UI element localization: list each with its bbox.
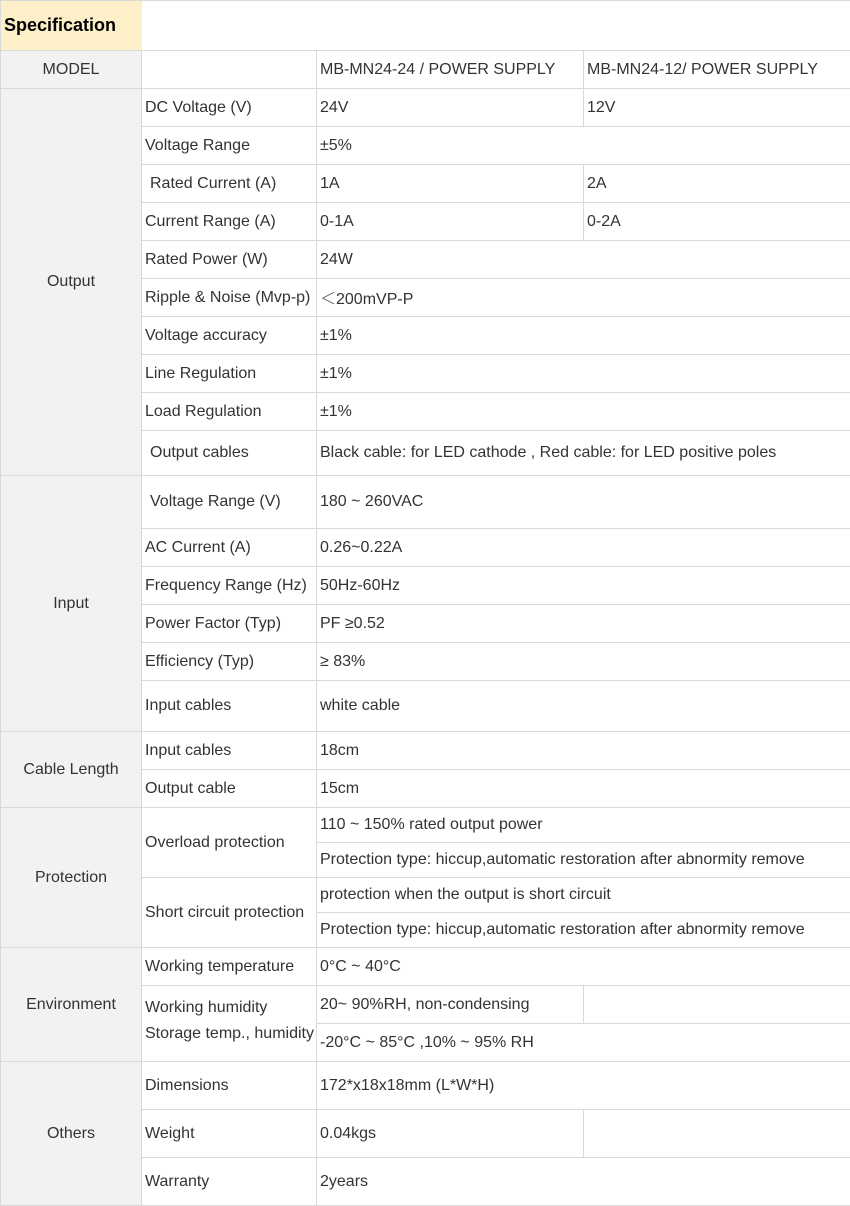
table-row [1,89,850,127]
row-label: Power Factor (Typ) [142,605,317,643]
group-environment: Environment [1,948,142,1062]
table-row [1,1062,850,1110]
row-label: Warranty [142,1158,317,1206]
row-label: Ripple & Noise (Mvp-p) [142,279,317,317]
spec-title: Specification [1,1,142,51]
row-label: Efficiency (Typ) [142,643,317,681]
model-row [1,51,850,89]
row-value: 180 ~ 260VAC [317,476,850,529]
row-value: PF ≥0.52 [317,605,850,643]
row-label: AC Current (A) [142,529,317,567]
group-output: Output [1,89,142,476]
row-value: ±1% [317,355,850,393]
title-blank [142,1,850,51]
row-value: 0.04kgs [317,1110,584,1158]
row-value: 0.26~0.22A [317,529,850,567]
row-value: 24V [317,89,584,127]
row-label: Line Regulation [142,355,317,393]
row-label: Storage temp., humidity [145,1025,314,1042]
group-others: Others [1,1062,142,1206]
row-label: Dimensions [142,1062,317,1110]
row-value: 2A [584,165,850,203]
row-value: Protection type: hiccup,automatic restoration after abnormity remove [317,913,850,948]
row-label: Overload protection [142,808,317,878]
row-label: Load Regulation [142,393,317,431]
row-value: Black cable: for LED cathode , Red cable: for LED positive poles [317,431,850,476]
row-value: 172*x18x18mm (L*W*H) [317,1062,850,1110]
row-value: Protection type: hiccup,automatic restoration after abnormity remove [317,843,850,878]
row-value: 12V [584,89,850,127]
group-protection: Protection [1,808,142,948]
model-label: MODEL [1,51,142,89]
row-value: 0-1A [317,203,584,241]
row-value: 0-2A [584,203,850,241]
row-blank [584,986,850,1024]
row-label: Output cable [142,770,317,808]
row-value: -20°C ~ 85°C ,10% ~ 95% RH [317,1024,850,1062]
row-label-stack [142,986,317,1062]
row-value: 24W [317,241,850,279]
row-label: DC Voltage (V) [142,89,317,127]
row-value: 110 ~ 150% rated output power [317,808,850,843]
row-label: Weight [142,1110,317,1158]
row-blank [584,1110,850,1158]
row-label: Frequency Range (Hz) [142,567,317,605]
row-value: 0°C ~ 40°C [317,948,850,986]
row-label: Voltage Range (V) [142,476,317,529]
row-value: 18cm [317,732,850,770]
table-row [1,808,850,843]
row-label: Working temperature [142,948,317,986]
row-label: Short circuit protection [142,878,317,948]
row-value: ≥ 83% [317,643,850,681]
row-label: Input cables [142,681,317,732]
row-value: 2years [317,1158,850,1206]
table-row [1,732,850,770]
row-label: Input cables [142,732,317,770]
row-label: Voltage accuracy [142,317,317,355]
group-cable-length: Cable Length [1,732,142,808]
row-value: white cable [317,681,850,732]
row-label: Voltage Range [142,127,317,165]
row-label: Current Range (A) [142,203,317,241]
row-value: 15cm [317,770,850,808]
row-value: ±1% [317,393,850,431]
row-label: Rated Current (A) [142,165,317,203]
row-value: 50Hz-60Hz [317,567,850,605]
row-label: Rated Power (W) [142,241,317,279]
row-value: ±1% [317,317,850,355]
row-value: protection when the output is short circuit [317,878,850,913]
row-value: 1A [317,165,584,203]
row-value: ＜200mVP-P [317,279,850,317]
group-input: Input [1,476,142,732]
row-value: 20~ 90%RH, non-condensing [317,986,584,1024]
row-value: ±5% [317,127,850,165]
model-blank [142,51,317,89]
row-label: Working humidity [145,999,268,1016]
table-row [1,948,850,986]
model-col2: MB-MN24-12/ POWER SUPPLY [584,51,850,89]
table-row [1,476,850,529]
model-col1: MB-MN24-24 / POWER SUPPLY [317,51,584,89]
row-label: Output cables [142,431,317,476]
